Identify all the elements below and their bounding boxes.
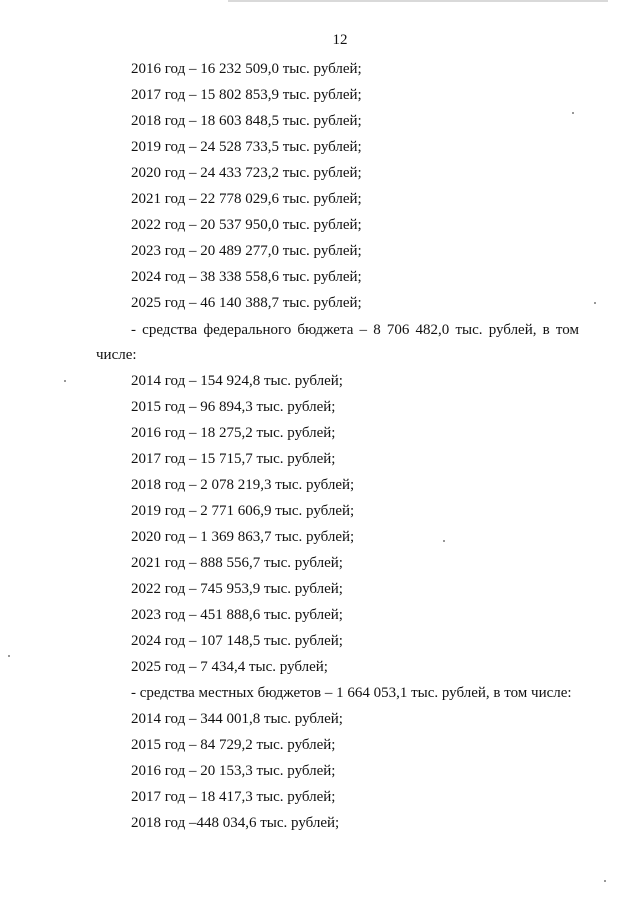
- list-item: 2017 год – 18 417,3 тыс. рублей;: [131, 789, 336, 805]
- list-item: 2015 год – 96 894,3 тыс. рублей;: [131, 399, 336, 415]
- list-item: 2023 год – 20 489 277,0 тыс. рублей;: [131, 243, 362, 259]
- local-budget-heading: - средства местных бюджетов – 1 664 053,1 тыс. рублей, в том числе:: [131, 685, 572, 701]
- list-item: 2023 год – 451 888,6 тыс. рублей;: [131, 607, 343, 623]
- list-item: 2014 год – 344 001,8 тыс. рублей;: [131, 711, 343, 727]
- federal-budget-heading-continuation: числе:: [96, 347, 137, 363]
- scan-speck: [572, 112, 574, 114]
- list-item: 2019 год – 24 528 733,5 тыс. рублей;: [131, 139, 362, 155]
- list-item: 2022 год – 20 537 950,0 тыс. рублей;: [131, 217, 362, 233]
- scan-speck: [8, 655, 10, 657]
- list-item: 2014 год – 154 924,8 тыс. рублей;: [131, 373, 343, 389]
- list-item: 2019 год – 2 771 606,9 тыс. рублей;: [131, 503, 355, 519]
- scan-speck: [443, 540, 445, 542]
- list-item: 2018 год –448 034,6 тыс. рублей;: [131, 815, 340, 831]
- scan-speck: [594, 302, 596, 304]
- list-item: 2018 год – 2 078 219,3 тыс. рублей;: [131, 477, 355, 493]
- list-item: 2021 год – 22 778 029,6 тыс. рублей;: [131, 191, 362, 207]
- list-item: 2024 год – 107 148,5 тыс. рублей;: [131, 633, 343, 649]
- federal-budget-heading: - средства федерального бюджета – 8 706 482,0 тыс. рублей, в том: [131, 322, 579, 338]
- scan-speck: [64, 380, 66, 382]
- list-item: 2020 год – 24 433 723,2 тыс. рублей;: [131, 165, 362, 181]
- scan-speck: [604, 880, 606, 882]
- list-item: 2016 год – 20 153,3 тыс. рублей;: [131, 763, 336, 779]
- list-item: 2025 год – 46 140 388,7 тыс. рублей;: [131, 295, 362, 311]
- list-item: 2021 год – 888 556,7 тыс. рублей;: [131, 555, 343, 571]
- list-item: 2025 год – 7 434,4 тыс. рублей;: [131, 659, 328, 675]
- list-item: 2022 год – 745 953,9 тыс. рублей;: [131, 581, 343, 597]
- list-item: 2015 год – 84 729,2 тыс. рублей;: [131, 737, 336, 753]
- page-number: 12: [332, 32, 348, 48]
- top-scan-rule: [228, 0, 608, 2]
- list-item: 2016 год – 16 232 509,0 тыс. рублей;: [131, 61, 362, 77]
- list-item: 2017 год – 15 802 853,9 тыс. рублей;: [131, 87, 362, 103]
- list-item: 2016 год – 18 275,2 тыс. рублей;: [131, 425, 336, 441]
- list-item: 2018 год – 18 603 848,5 тыс. рублей;: [131, 113, 362, 129]
- list-item: 2024 год – 38 338 558,6 тыс. рублей;: [131, 269, 362, 285]
- list-item: 2020 год – 1 369 863,7 тыс. рублей;: [131, 529, 355, 545]
- list-item: 2017 год – 15 715,7 тыс. рублей;: [131, 451, 336, 467]
